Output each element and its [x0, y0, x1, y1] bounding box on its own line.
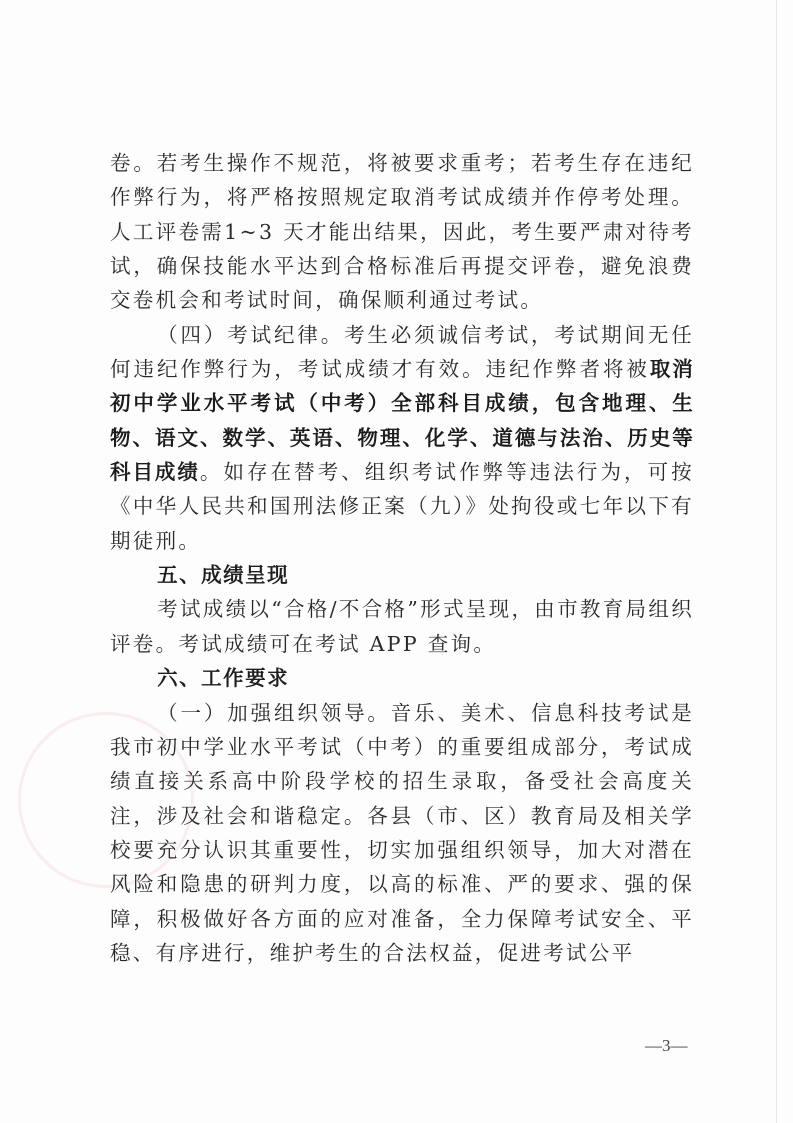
page-edge: [776, 0, 777, 1123]
paragraph-results: 考试成绩以“合格/不合格”形式呈现，由市教育局组织评卷。考试成绩可在考试 APP 查询。: [110, 597, 694, 656]
page-number: —3—: [645, 1036, 688, 1055]
exam-discipline-text-end: 。如存在替考、组织考试作弊等违法行为，可按《中华人民共和国刑法修正案（九）》处拘役或七年以下有期徒刑。: [110, 460, 694, 553]
paragraph-exam-discipline: [110, 318, 694, 558]
paragraph-organization-leadership: （一）加强组织领导。音乐、美术、信息科技考试是我市初中学业水平考试（中考）的重要组成部分，考试成绩直接关系高中阶段学校的招生录取，备受社会高度关注，涉及社会和谐稳定。各县（市、区）教育局及相关学校要充分认识其重要性，切实加强组织领导，加大对潜在风险和隐患的研判力度，以高的标准、严的要求、强的保障，积极做好各方面的应对准备，全力保障考试安全、平稳、有序进行，维护考生的合法权益，促进考试公平: [110, 700, 694, 965]
document-body: [110, 146, 694, 970]
paragraph-continuation: 卷。若考生操作不规范，将被要求重考；若考生存在违纪作弊行为，将严格按照规定取消考试成绩并作停考处理。人工评卷需1~3 天才能出结果，因此，考生要严肃对待考试，确保技能水平达到合格标准后再提交评卷，避免浪费交卷机会和考试时间，确保顺利通过考试。: [110, 151, 694, 313]
exam-discipline-text-start: （四）考试纪律。考生必须诚信考试，考试期间无任何违纪作弊行为，考试成绩才有效。违纪作弊者将被: [110, 322, 694, 382]
exam-discipline-bold-text: 取消初中学业水平考试（中考）全部科目成绩，包含地理、生物、语文、数学、英语、物理、化学、道德与法治、历史等科目成绩: [110, 357, 694, 485]
section-heading-work-requirements: 六、工作要求: [157, 666, 290, 691]
section-heading-results: 五、成绩呈现: [157, 563, 290, 588]
